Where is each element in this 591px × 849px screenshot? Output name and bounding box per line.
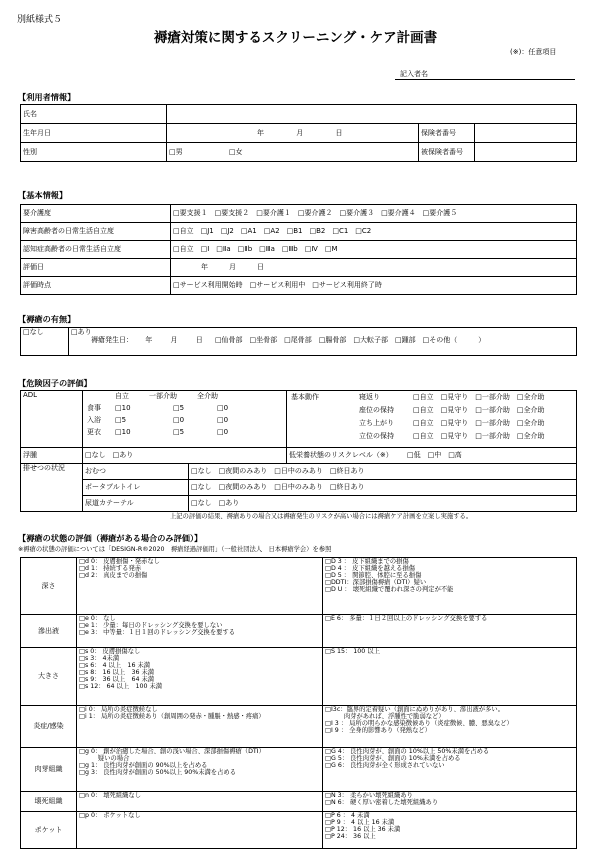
name-label: 氏名: [21, 105, 167, 124]
catheter-options[interactable]: □なし □あり: [189, 496, 577, 512]
malnutrition-cell: [287, 448, 577, 464]
dementia-independence-options[interactable]: □自立 □Ⅰ □Ⅱa □Ⅱb □Ⅲa □Ⅲb □Ⅳ □M: [171, 241, 577, 259]
motion-standup-options[interactable]: □自立 □見守り □一部介助 □全介助: [413, 419, 545, 427]
adl-dressing-option[interactable]: □5: [173, 428, 185, 436]
granulation-options-severe[interactable]: [323, 748, 577, 792]
option-line: □D 5 ： 関節腔、体腔に至る損傷: [325, 572, 422, 580]
diaper-options[interactable]: □なし □夜間のみあり □日中のみあり □終日あり: [189, 464, 577, 480]
dob-year: 年: [257, 128, 264, 137]
eval-date-field[interactable]: [171, 259, 577, 277]
necrosis-options-mild[interactable]: [77, 792, 323, 812]
eval-date-text: 年 月 日: [201, 263, 264, 272]
adl-eating-option[interactable]: □0: [217, 404, 229, 412]
malnutrition-options[interactable]: □低 □中 □高: [406, 451, 462, 460]
necrosis-label: 壊死組織: [21, 792, 77, 812]
section-ulcer-presence: 【褥瘡の有無】: [18, 314, 76, 324]
necrosis-options-severe[interactable]: [323, 792, 577, 812]
option-line: □S 15： 100 以上: [325, 648, 380, 655]
onset-year: 年: [145, 336, 153, 345]
option-line: □DDTI：深部損傷褥瘡（DTI）疑い: [325, 579, 427, 587]
adl-grid: [83, 391, 287, 448]
option-line: □g 3： 良性肉芽が創面の 50%以上 90%未満を占める: [79, 769, 236, 777]
user-info-table: [20, 104, 577, 162]
onset-label: 褥瘡発生日：: [91, 336, 133, 345]
option-line: □g 1： 良性肉芽が創面の 90%以上を占める: [79, 762, 208, 770]
malnutrition-label: 低栄養状態のリスクレベル（※）: [289, 451, 393, 460]
sex-female-checkbox[interactable]: □女: [228, 147, 243, 156]
option-line: □i 1： 局所の炎症徴候あり（創周囲の発赤・腫脹・熱感・疼痛）: [79, 713, 265, 721]
disability-independence-label: 障害高齢者の日常生活自立度: [21, 223, 171, 241]
option-line: □e 0： なし: [79, 615, 116, 622]
insured-no-label: 被保険者番号: [419, 143, 475, 162]
option-line: □D U ： 壊死組織で覆われ深さの判定が不能: [325, 586, 454, 594]
ulcer-site-options[interactable]: □仙骨部 □坐骨部 □尾骨部 □腸骨部 □大転子部 □踵部 □その他（ ）: [214, 336, 486, 345]
option-line: 肉芽があれば、浮腫性で脆弱など）: [325, 713, 445, 721]
motion-rollover-label: 寝返り: [359, 393, 380, 401]
dementia-independence-label: 認知症高齢者の日常生活自立度: [21, 241, 171, 259]
adl-eating-option[interactable]: □5: [173, 404, 185, 412]
sex-male-checkbox[interactable]: □男: [169, 147, 183, 156]
adl-head-full: 全介助: [197, 392, 218, 400]
exudate-label: 滲出液: [21, 615, 77, 648]
portable-toilet-label: ポータブルトイレ: [83, 480, 189, 496]
dob-day: 日: [335, 128, 343, 137]
granulation-options-mild[interactable]: [77, 748, 323, 792]
size-options-mild[interactable]: [77, 648, 323, 706]
option-line: 疑いの場合: [79, 755, 130, 763]
eval-date-label: 評価日: [21, 259, 171, 277]
adl-bathing-label: 入浴: [87, 416, 101, 424]
adl-bathing-option[interactable]: □0: [217, 416, 229, 424]
motion-standing-label: 立位の保持: [359, 432, 394, 440]
option-line: □p 0： ポケットなし: [79, 812, 141, 819]
option-line: □G 6： 良性肉芽が全く形成されていない: [325, 762, 445, 770]
onset-month: 月: [170, 336, 178, 345]
adl-head-independent: 自立: [115, 392, 129, 400]
eval-timing-options[interactable]: □サービス利用開始時 □サービス利用中 □サービス利用終了時: [171, 277, 577, 295]
option-line: □D 3 ： 皮下組織までの損傷: [325, 558, 409, 565]
inflammation-options-severe[interactable]: [323, 706, 577, 748]
option-line: □P 12： 16 以上 36 未満: [325, 826, 401, 834]
size-options-severe[interactable]: [323, 648, 577, 706]
risk-table: [20, 390, 577, 512]
eval-timing-label: 評価時点: [21, 277, 171, 295]
care-level-options[interactable]: □要支援１ □要支援２ □要介護１ □要介護２ □要介護３ □要介護４ □要介護５: [171, 205, 577, 223]
ulcer-presence-table: [20, 327, 577, 356]
page-title: 褥瘡対策に関するスクリーニング・ケア計画書: [153, 30, 438, 46]
adl-head-partial: 一部介助: [149, 392, 177, 400]
motion-rollover-options[interactable]: □自立 □見守り □一部介助 □全介助: [413, 393, 545, 401]
status-table: [20, 557, 577, 849]
pocket-options-mild[interactable]: [77, 812, 323, 849]
onset-day: 日: [195, 336, 203, 345]
option-line: □G 5： 良性肉芽が、創面の 10%未満を占める: [325, 755, 461, 763]
adl-eating-label: 食事: [87, 404, 101, 412]
inflammation-label: 炎症/感染: [21, 706, 77, 748]
option-line: □I 9 ： 全身的影響あり（発熱など）: [325, 727, 431, 735]
portable-toilet-options[interactable]: □なし □夜間のみあり □日中のみあり □終日あり: [189, 480, 577, 496]
option-line: □d 1： 持続する発赤: [79, 565, 142, 573]
option-line: □D 4 ： 皮下組織を越える損傷: [325, 565, 416, 573]
motion-standup-label: 立ち上がり: [359, 419, 394, 427]
dob-label: 生年月日: [21, 124, 167, 143]
optional-note: (※)：任意項目: [510, 48, 557, 56]
ulcer-yes-cell: [69, 328, 577, 356]
motion-sitting-label: 座位の保持: [359, 406, 394, 414]
pocket-options-severe[interactable]: [323, 812, 577, 849]
basic-motion-label: 基本動作: [291, 393, 319, 401]
option-line: □d 0： 皮膚損傷・発赤なし: [79, 558, 160, 565]
diaper-label: おむつ: [83, 464, 189, 480]
recorder-line[interactable]: [395, 79, 575, 80]
depth-options-mild[interactable]: [77, 558, 323, 615]
adl-dressing-option[interactable]: □0: [217, 428, 229, 436]
option-line: □E 6： 多量：１日２回以上のドレッシング交換を要する: [325, 615, 488, 622]
dob-field[interactable]: [167, 124, 419, 143]
option-line: □s 9： 36 以上 64 未満: [79, 676, 155, 684]
option-line: □G 4： 良性肉芽が、創面の 10%以上 50%未満を占める: [325, 748, 490, 755]
pocket-label: ポケット: [21, 812, 77, 849]
option-line: □N 3： 柔らかい壊死組織あり: [325, 792, 413, 799]
edema-options[interactable]: □なし □あり: [83, 448, 287, 464]
section-ulcer-status: 【褥瘡の状態の評価（褥瘡がある場合のみ評価）】: [18, 533, 203, 543]
option-line: □s 0： 皮膚損傷なし: [79, 648, 141, 655]
adl-bathing-option[interactable]: □0: [173, 416, 185, 424]
dob-month: 月: [296, 128, 304, 137]
option-line: □e 1： 少量：毎日のドレッシング交換を要しない: [79, 622, 223, 630]
option-line: □d 2： 真皮までの損傷: [79, 572, 148, 580]
adl-bathing-option[interactable]: □5: [115, 416, 127, 424]
insured-no-field[interactable]: [475, 143, 577, 162]
option-line: □n 0： 壊死組織なし: [79, 792, 142, 799]
catheter-label: 尿道カテーテル: [83, 496, 189, 512]
edema-label: 浮腫: [21, 448, 83, 464]
exudate-options-severe[interactable]: [323, 615, 577, 648]
adl-eating-option[interactable]: □10: [115, 404, 131, 412]
option-line: □N 6： 硬く厚い密着した壊死組織あり: [325, 799, 439, 807]
option-line: □i 0： 局所の炎症徴候なし: [79, 706, 158, 713]
option-line: □s 12： 64 以上 100 未満: [79, 683, 163, 691]
option-line: □P 9 ： 4 以上 16 未満: [325, 819, 395, 827]
section-basic-info: 【基本情報】: [18, 190, 68, 200]
insurance-no-label: 保険者番号: [419, 124, 475, 143]
size-label: 大きさ: [21, 648, 77, 706]
motion-sitting-options[interactable]: □自立 □見守り □一部介助 □全介助: [413, 406, 545, 414]
depth-options-severe[interactable]: [323, 558, 577, 615]
depth-label: 深さ: [21, 558, 77, 615]
adl-dressing-label: 更衣: [87, 428, 101, 436]
option-line: □e 3： 中等量：１日１回のドレッシング交換を要する: [79, 629, 236, 637]
ulcer-none-checkbox[interactable]: □なし: [21, 328, 69, 356]
option-line: □I 3 ： 局所の明らかな感染徴候あり（炎症徴候、膿、悪臭など）: [325, 720, 513, 728]
adl-label: ADL: [21, 391, 83, 448]
option-line: □s 6： 4 以上 16 未満: [79, 662, 151, 670]
insurance-no-field[interactable]: [475, 124, 577, 143]
option-line: □g 0： 創が治癒した場合、創の浅い場合、深部損傷褥瘡（DTI）: [79, 748, 265, 755]
disability-independence-options[interactable]: □自立 □J1 □J2 □A1 □A2 □B1 □B2 □C1 □C2: [171, 223, 577, 241]
care-level-label: 要介護度: [21, 205, 171, 223]
recorder-label: 記入者名: [400, 70, 428, 78]
risk-footnote: 上記の評価の結果、褥瘡ありの場合又は褥瘡発生のリスクが高い場合には褥瘡ケア計画を立案し実施する。: [170, 513, 473, 520]
excretion-label: 排せつの状況: [21, 464, 83, 512]
option-line: □P 24： 36 以上: [325, 833, 376, 841]
form-number: 別紙様式５: [17, 15, 63, 25]
option-line: □P 6 ： 4 未満: [325, 812, 370, 819]
sex-label: 性別: [21, 143, 167, 162]
inflammation-options-mild[interactable]: [77, 706, 323, 748]
basic-info-table: [20, 204, 577, 295]
sex-options[interactable]: [167, 143, 419, 162]
motion-standing-options[interactable]: □自立 □見守り □一部介助 □全介助: [413, 432, 545, 440]
design-r-note: ※褥瘡の状態の評価については「DESIGN-R®2020 褥瘡経過評価用」（一般社団法人 日本褥瘡学会）を参照: [18, 546, 332, 553]
adl-dressing-option[interactable]: □10: [115, 428, 131, 436]
name-field[interactable]: [167, 105, 577, 124]
option-line: □s 3： 4未満: [79, 655, 120, 663]
section-user-info: 【利用者情報】: [18, 92, 76, 102]
basic-motion-cell: [287, 391, 577, 448]
option-line: □s 8： 16 以上 36 未満: [79, 669, 155, 677]
exudate-options-mild[interactable]: [77, 615, 323, 648]
granulation-label: 肉芽組織: [21, 748, 77, 792]
option-line: □I3c：臨界的定着疑い（創面にぬめりがあり、滲出液が多い。: [325, 706, 504, 713]
section-risk-factors: 【危険因子の評価】: [18, 378, 92, 388]
ulcer-yes-checkbox[interactable]: □あり: [71, 328, 92, 336]
